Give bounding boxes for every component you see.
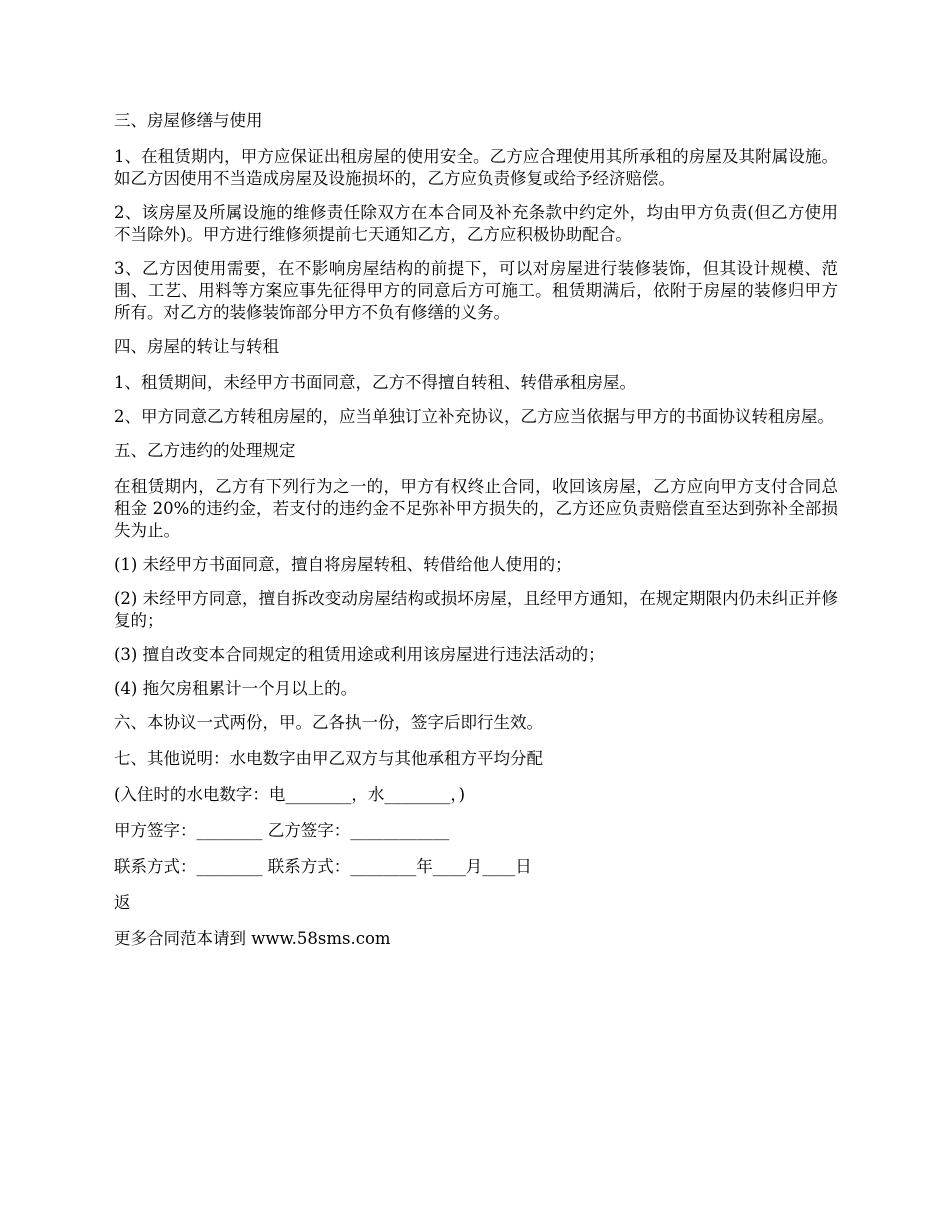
section-heading-3: 三、房屋修缮与使用 [114, 111, 263, 130]
contact-date-line: 联系方式：________ 联系方式：________年____月____日 [114, 857, 532, 876]
footer-website-note: 更多合同范本请到 www.58sms.com [114, 929, 391, 948]
clause-5-intro: 在租赁期内，乙方有下列行为之一的，甲方有权终止合同，收回该房屋，乙方应向甲方支付合同总租金 20%的违约金，若支付的违约金不足弥补甲方损失的，乙方还应负责赔偿直至达到弥补全部损失为止。 [114, 477, 838, 540]
clause-5-item-1: (1) 未经甲方书面同意，擅自将房屋转租、转借给他人使用的； [114, 555, 572, 574]
clause-5-item-2: (2) 未经甲方同意，擅自拆改变动房屋结构或损坏房屋，且经甲方通知，在规定期限内仍未纠正并修复的； [114, 589, 838, 630]
return-text: 返 [114, 893, 131, 912]
clause-3-1: 1、在租赁期内，甲方应保证出租房屋的使用安全。乙方应合理使用其所承租的房屋及其附属设施。如乙方因使用不当造成房屋及设施损坏的，乙方应负责修复或给予经济赔偿。 [114, 147, 838, 188]
document-page [114, 110, 838, 962]
clause-5-item-4: (4) 拖欠房租累计一个月以上的。 [114, 679, 358, 698]
section-heading-4: 四、房屋的转让与转租 [114, 337, 279, 356]
signature-line: 甲方签字：________ 乙方签字：____________ [114, 821, 450, 840]
section-7: 七、其他说明：水电数字由甲乙双方与其他承租方平均分配 [114, 749, 543, 768]
clause-4-1: 1、租赁期间，未经甲方书面同意，乙方不得擅自转租、转借承租房屋。 [114, 373, 636, 392]
section-6: 六、本协议一式两份，甲。乙各执一份，签字后即行生效。 [114, 713, 543, 732]
section-heading-5: 五、乙方违约的处理规定 [114, 441, 296, 460]
clause-3-2: 2、该房屋及所属设施的维修责任除双方在本合同及补充条款中约定外，均由甲方负责(但乙方使用不当除外)。甲方进行维修须提前七天通知乙方，乙方应积极协助配合。 [114, 203, 838, 244]
clause-3-3: 3、乙方因使用需要，在不影响房屋结构的前提下，可以对房屋进行装修装饰，但其设计规模、范围、工艺、用料等方案应事先征得甲方的同意后方可施工。租赁期满后，依附于房屋的装修归甲方所有。对乙方的装修装饰部分甲方不负有修缮的义务。 [114, 259, 838, 322]
clause-5-item-3: (3) 擅自改变本合同规定的租赁用途或利用该房屋进行违法活动的； [114, 645, 605, 664]
utility-reading-line: (入住时的水电数字：电________，水________，) [114, 785, 466, 804]
clause-4-2: 2、甲方同意乙方转租房屋的，应当单独订立补充协议，乙方应当依据与甲方的书面协议转租房屋。 [114, 407, 834, 426]
